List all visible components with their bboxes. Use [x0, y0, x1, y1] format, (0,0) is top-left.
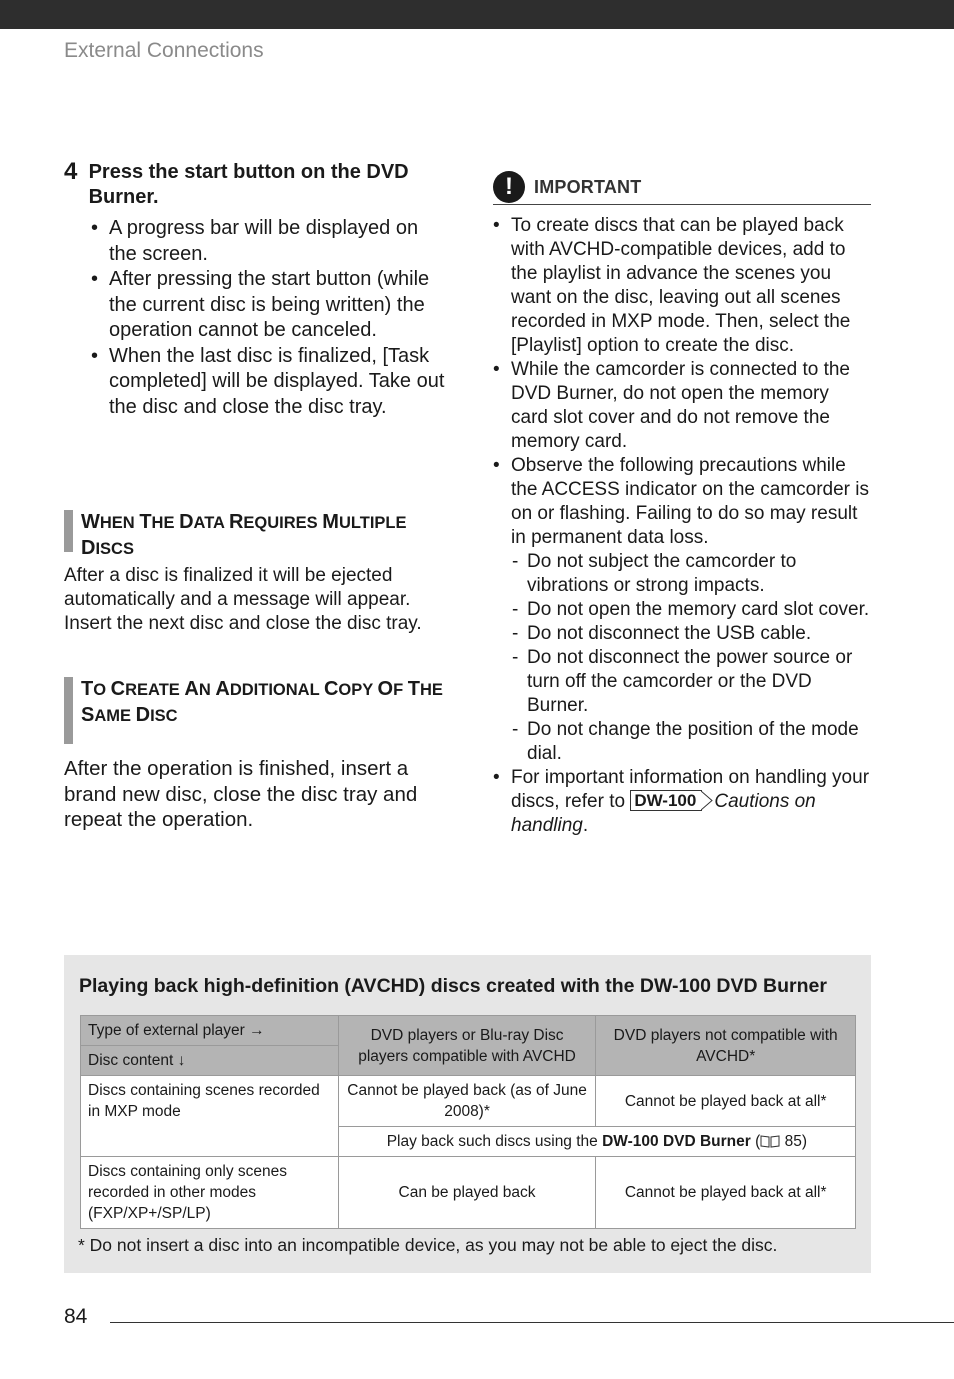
step-bullet: • When the last disc is finalized, [Task completed] will be displayed. Take out the disc and close the disc tray. [91, 344, 449, 421]
cautions-link[interactable]: Cautions on handling [511, 791, 816, 836]
footer-rule [110, 1322, 954, 1323]
left-column [64, 158, 449, 420]
precaution-item: - Do not change the position of the mode dial. [511, 718, 871, 766]
top-bar [0, 0, 954, 29]
important-list [493, 214, 871, 838]
important-bullet [493, 454, 871, 766]
multiple-discs-heading-text: WHEN THE DATA REQUIRES MULTIPLE DISCS [81, 511, 407, 559]
precaution-item: - Do not subject the camcorder to vibrations or strong impacts. [511, 550, 871, 598]
additional-copy-heading [64, 677, 444, 744]
bullet-period: . [582, 815, 589, 836]
important-bullet [493, 766, 871, 838]
row-mxp-label: Discs containing scenes recorded in MXP mode [81, 1076, 339, 1157]
multiple-discs-heading [64, 510, 444, 559]
additional-copy-text: After the operation is finished, insert a brand new disc, close the disc tray and repeat the operation. [64, 757, 418, 831]
arrow-right-icon [701, 791, 713, 810]
multiple-discs-text: After a disc is finalized it will be ejected automatically and a message will appear. Insert the next disc and close the disc tray. [64, 565, 422, 634]
row-other-modes-label: Discs containing only scenes recorded in other modes (FXP/XP+/SP/LP) [81, 1157, 339, 1229]
precaution-list [511, 550, 871, 766]
important-bullet: • To create discs that can be played back with AVCHD-compatible devices, add to the playlist in advance the scenes you want on the disc, leaving out all scenes recorded in MXP mode. Then, select the [Playlist] option to create the disc. [493, 214, 871, 358]
footnote: * Do not insert a disc into an incompatible device, as you may not be able to eject the disc. [78, 1235, 778, 1255]
important-label: IMPORTANT [534, 176, 642, 197]
step-bullet: • A progress bar will be displayed on the screen. [91, 216, 449, 267]
header-non-avchd-players: DVD players not compatible with AVCHD* [596, 1016, 856, 1076]
header-avchd-players: DVD players or Blu-ray Disc players compatible with AVCHD [338, 1016, 596, 1076]
dw-100-reference-badge[interactable] [630, 790, 702, 811]
header-disc-content: Disc content ↓ [81, 1046, 339, 1076]
step-bullet: • After pressing the start button (while the current disc is being written) the operation cannot be canceled. [91, 267, 449, 344]
step-number: 4 [64, 158, 78, 185]
row-mxp-note [338, 1127, 855, 1157]
exclamation-icon: ! [493, 171, 525, 203]
row-other-non-avchd: Cannot be played back at all* [596, 1157, 856, 1229]
panel-title: Playing back high-definition (AVCHD) discs created with the DW-100 DVD Burner [79, 975, 827, 997]
step-4 [64, 158, 449, 210]
row-mxp-avchd: Cannot be played back (as of June 2008)* [338, 1076, 596, 1127]
additional-copy-heading-text: TO CREATE AN ADDITIONAL COPY OF THE SAME DISC [81, 678, 443, 726]
note-text: Play back such discs using the [386, 1133, 598, 1150]
important-bullet-text: For important information on handling your discs, refer to [511, 767, 870, 812]
avchd-playback-panel [64, 955, 871, 1273]
compatibility-table [80, 1015, 856, 1229]
step-instruction: Press the start button on the DVD Burner. [88, 161, 409, 208]
important-bullet: • While the camcorder is connected to the DVD Burner, do not open the memory card slot cover and do not remove the memory card. [493, 358, 871, 454]
important-bullet-text: Observe the following precautions while the ACCESS indicator on the camcorder is on or flashing. Failing to do so may result in permanent data loss. [511, 455, 870, 548]
dw-100-badge-label: DW-100 [634, 791, 697, 810]
header-player-type: Type of external player → [81, 1016, 339, 1046]
important-header [493, 170, 871, 205]
row-mxp-non-avchd: Cannot be played back at all* [596, 1076, 856, 1127]
note-paren-open: ( [755, 1133, 761, 1150]
important-section [493, 170, 871, 838]
section-title: External Connections [64, 39, 264, 62]
book-icon [760, 1135, 780, 1148]
row-other-avchd: Can be played back [338, 1157, 596, 1229]
precaution-item: - Do not disconnect the USB cable. [511, 622, 871, 646]
step-bullet-list [91, 216, 449, 420]
precaution-item: - Do not open the memory card slot cover. [511, 598, 871, 622]
page-number: 84 [64, 1305, 88, 1328]
note-product: DW-100 DVD Burner [602, 1133, 751, 1150]
precaution-item: - Do not disconnect the power source or turn off the camcorder or the DVD Burner. [511, 646, 871, 718]
note-page-ref: 85) [784, 1133, 808, 1150]
